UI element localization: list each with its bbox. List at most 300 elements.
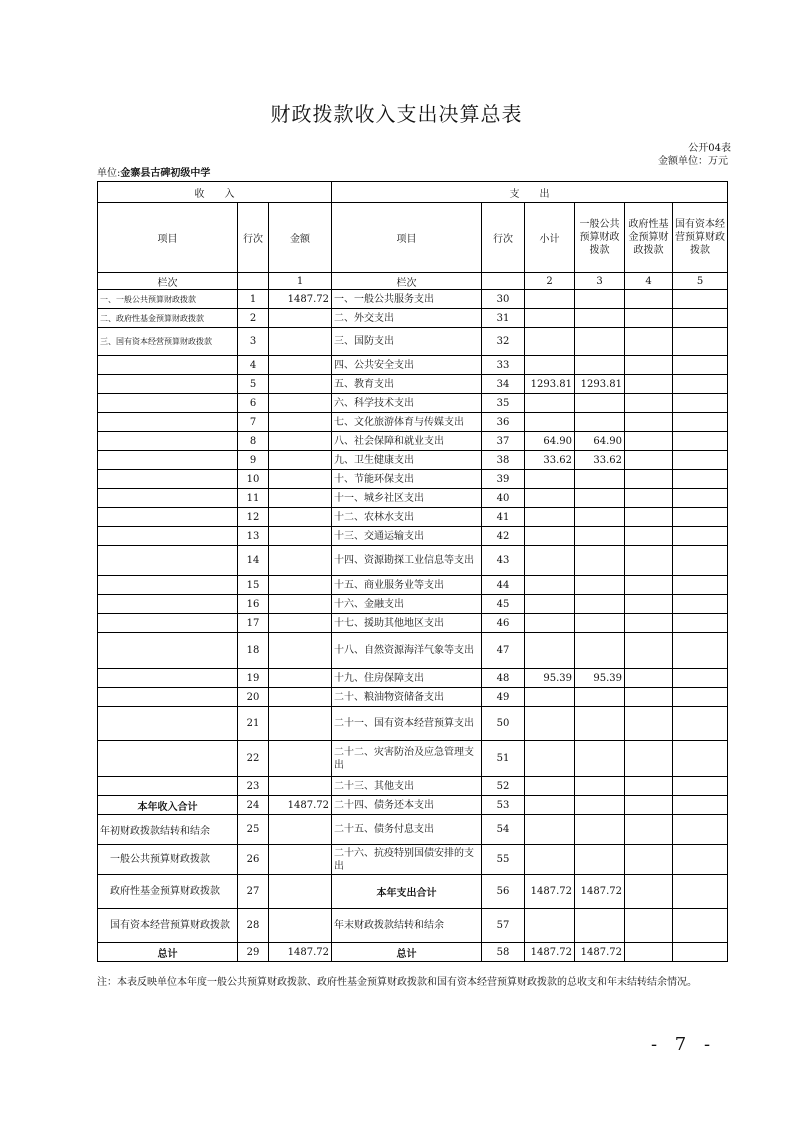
income-item: 本年收入合计: [98, 796, 238, 815]
table-row: [98, 943, 728, 962]
expense-line-no: 31: [482, 309, 525, 328]
expense-line-no: 48: [482, 669, 525, 688]
expense-subtotal: 95.39: [525, 669, 575, 688]
expense-item: 三、国防支出: [332, 328, 482, 356]
col-amount: 金额: [269, 203, 332, 273]
expense-state: [673, 413, 728, 432]
expense-general: 64.90: [575, 432, 625, 451]
form-number: 公开04表: [688, 143, 731, 154]
income-amount: [269, 470, 332, 489]
expense-subtotal: [525, 309, 575, 328]
income-line-no: 15: [238, 576, 269, 595]
expense-item: 十四、资源勘探工业信息等支出: [332, 546, 482, 576]
expense-fund: [625, 527, 673, 546]
organization-line: [97, 164, 210, 179]
income-line-no: 23: [238, 777, 269, 796]
expense-fund: [625, 741, 673, 777]
income-amount: [269, 815, 332, 845]
expense-line-no: 51: [482, 741, 525, 777]
income-item: [98, 707, 238, 741]
income-line-no: 24: [238, 796, 269, 815]
income-line-no: 27: [238, 875, 269, 909]
expense-state: [673, 328, 728, 356]
income-line-no: 6: [238, 394, 269, 413]
income-item: [98, 595, 238, 614]
expense-state: [673, 614, 728, 633]
expense-subtotal: [525, 576, 575, 595]
expense-state: [673, 688, 728, 707]
expense-subtotal: [525, 290, 575, 309]
income-item: 三、国有资本经营预算财政拨款: [98, 328, 238, 356]
expense-general: [575, 796, 625, 815]
income-amount: 1487.72: [269, 290, 332, 309]
expense-item: 十三、交通运输支出: [332, 527, 482, 546]
expense-fund: [625, 432, 673, 451]
expense-general: [575, 815, 625, 845]
income-line-no: 19: [238, 669, 269, 688]
table-row: [98, 633, 728, 669]
expense-subtotal: 33.62: [525, 451, 575, 470]
income-line-no: 18: [238, 633, 269, 669]
income-item: [98, 546, 238, 576]
col-number-4: 4: [625, 273, 673, 290]
income-item: [98, 375, 238, 394]
expense-fund: [625, 356, 673, 375]
expense-subtotal: [525, 328, 575, 356]
expense-general: [575, 595, 625, 614]
expense-subtotal: [525, 909, 575, 943]
expense-line-no: 36: [482, 413, 525, 432]
expense-general: [575, 290, 625, 309]
income-amount: [269, 875, 332, 909]
expense-state: [673, 546, 728, 576]
table-row: [98, 595, 728, 614]
table-row: [98, 777, 728, 796]
expense-line-no: 35: [482, 394, 525, 413]
expense-state: [673, 815, 728, 845]
expense-fund: [625, 707, 673, 741]
expense-item: 总计: [332, 943, 482, 962]
income-item: [98, 470, 238, 489]
expense-state: [673, 741, 728, 777]
income-amount: [269, 595, 332, 614]
table-row: [98, 688, 728, 707]
expense-item: 五、教育支出: [332, 375, 482, 394]
expense-fund: [625, 546, 673, 576]
income-amount: [269, 688, 332, 707]
income-amount: [269, 614, 332, 633]
expense-fund: [625, 845, 673, 875]
expense-state: [673, 943, 728, 962]
income-amount: [269, 741, 332, 777]
income-line-no: 25: [238, 815, 269, 845]
expense-item: 十、节能环保支出: [332, 470, 482, 489]
income-amount: [269, 309, 332, 328]
table-row: [98, 432, 728, 451]
table-row: [98, 413, 728, 432]
expense-state: [673, 777, 728, 796]
table-row: [98, 815, 728, 845]
income-line-no: 9: [238, 451, 269, 470]
expense-line-no: 46: [482, 614, 525, 633]
col-label-left: 栏次: [98, 273, 238, 290]
expense-general: [575, 707, 625, 741]
expense-general: 1293.81: [575, 375, 625, 394]
income-amount: [269, 576, 332, 595]
expense-line-no: 50: [482, 707, 525, 741]
income-amount: [269, 777, 332, 796]
income-item: [98, 394, 238, 413]
income-item: 一般公共预算财政拨款: [98, 845, 238, 875]
expense-line-no: 33: [482, 356, 525, 375]
col-expense-line: 行次: [482, 203, 525, 273]
expense-item: 十一、城乡社区支出: [332, 489, 482, 508]
income-line-no: 5: [238, 375, 269, 394]
expense-fund: [625, 669, 673, 688]
expense-item: 十二、农林水支出: [332, 508, 482, 527]
expense-subtotal: [525, 614, 575, 633]
expense-fund: [625, 633, 673, 669]
expense-item: 十八、自然资源海洋气象等支出: [332, 633, 482, 669]
expense-line-no: 57: [482, 909, 525, 943]
expense-general: [575, 614, 625, 633]
col-number-3: 3: [575, 273, 625, 290]
expense-state: [673, 633, 728, 669]
expense-line-no: 37: [482, 432, 525, 451]
expense-general: [575, 328, 625, 356]
income-line-no: 10: [238, 470, 269, 489]
expense-fund: [625, 470, 673, 489]
expense-item: 七、文化旅游体育与传媒支出: [332, 413, 482, 432]
expense-subtotal: [525, 707, 575, 741]
expense-line-no: 45: [482, 595, 525, 614]
col-number-1: 1: [269, 273, 332, 290]
expense-line-no: 39: [482, 470, 525, 489]
expense-item: 十九、住房保障支出: [332, 669, 482, 688]
expense-general: [575, 489, 625, 508]
income-item: [98, 527, 238, 546]
income-line-no: 12: [238, 508, 269, 527]
table-row: [98, 375, 728, 394]
expense-subtotal: [525, 688, 575, 707]
income-line-no: 22: [238, 741, 269, 777]
income-item: 一、一般公共预算财政拨款: [98, 290, 238, 309]
expense-line-no: 42: [482, 527, 525, 546]
section-header-row: [98, 182, 728, 203]
income-item: [98, 777, 238, 796]
expense-general: [575, 633, 625, 669]
income-amount: [269, 527, 332, 546]
income-amount: [269, 432, 332, 451]
expense-subtotal: [525, 546, 575, 576]
income-amount: [269, 909, 332, 943]
expense-general: [575, 470, 625, 489]
expense-subtotal: [525, 394, 575, 413]
col-number-2: 2: [525, 273, 575, 290]
amount-unit: 金额单位：万元: [658, 156, 728, 167]
page-number: - 7 -: [651, 1034, 717, 1055]
expense-state: [673, 394, 728, 413]
expense-line-no: 58: [482, 943, 525, 962]
income-item: [98, 669, 238, 688]
expense-general: [575, 777, 625, 796]
table-row: [98, 576, 728, 595]
expense-item: 二十二、灾害防治及应急管理支出: [332, 741, 482, 777]
expense-general: [575, 546, 625, 576]
expense-subtotal: 64.90: [525, 432, 575, 451]
expense-state: [673, 470, 728, 489]
expense-fund: [625, 614, 673, 633]
table-row: [98, 394, 728, 413]
col-number-5: 5: [673, 273, 728, 290]
expense-item: 二十、粮油物资储备支出: [332, 688, 482, 707]
expense-line-no: 49: [482, 688, 525, 707]
income-amount: 1487.72: [269, 796, 332, 815]
expense-fund: [625, 328, 673, 356]
income-amount: [269, 451, 332, 470]
col-state: 国有资本经营预算财政拨款: [673, 203, 728, 273]
expense-item: 十七、援助其他地区支出: [332, 614, 482, 633]
income-item: [98, 508, 238, 527]
expense-state: [673, 576, 728, 595]
expense-subtotal: [525, 845, 575, 875]
income-amount: [269, 356, 332, 375]
expense-line-no: 30: [482, 290, 525, 309]
expense-general: [575, 309, 625, 328]
expense-subtotal: [525, 356, 575, 375]
table-row: [98, 451, 728, 470]
column-header-row: [98, 203, 728, 273]
expense-item: 十六、金融支出: [332, 595, 482, 614]
expense-subtotal: [525, 527, 575, 546]
expense-state: [673, 432, 728, 451]
expense-item: 九、卫生健康支出: [332, 451, 482, 470]
expense-fund: [625, 451, 673, 470]
expense-item: 四、公共安全支出: [332, 356, 482, 375]
expense-general: [575, 576, 625, 595]
expense-item: 一、一般公共服务支出: [332, 290, 482, 309]
table-row: [98, 546, 728, 576]
expense-fund: [625, 394, 673, 413]
expense-state: [673, 595, 728, 614]
expense-line-no: 41: [482, 508, 525, 527]
expense-general: [575, 688, 625, 707]
expense-subtotal: [525, 413, 575, 432]
income-item: [98, 432, 238, 451]
expense-fund: [625, 309, 673, 328]
expense-general: 1487.72: [575, 943, 625, 962]
expense-fund: [625, 943, 673, 962]
expense-state: [673, 796, 728, 815]
income-amount: [269, 845, 332, 875]
expense-line-no: 47: [482, 633, 525, 669]
expense-general: [575, 527, 625, 546]
org-name: 金寨县古碑初级中学: [120, 168, 211, 179]
expense-item: 六、科学技术支出: [332, 394, 482, 413]
income-line-no: 16: [238, 595, 269, 614]
expense-item: 八、社会保障和就业支出: [332, 432, 482, 451]
expense-subtotal: [525, 796, 575, 815]
income-amount: [269, 669, 332, 688]
expense-fund: [625, 688, 673, 707]
col-fund: 政府性基金预算财政拨款: [625, 203, 673, 273]
income-item: [98, 451, 238, 470]
expense-line-no: 44: [482, 576, 525, 595]
expense-fund: [625, 796, 673, 815]
expense-line-no: 34: [482, 375, 525, 394]
income-line-no: 29: [238, 943, 269, 962]
expense-line-no: 38: [482, 451, 525, 470]
income-header: 收 入: [98, 182, 332, 203]
expense-general: [575, 741, 625, 777]
expense-subtotal: [525, 777, 575, 796]
expense-subtotal: [525, 595, 575, 614]
expense-subtotal: [525, 508, 575, 527]
income-amount: 1487.72: [269, 943, 332, 962]
expense-state: [673, 356, 728, 375]
expense-subtotal: [525, 470, 575, 489]
income-line-no: 11: [238, 489, 269, 508]
expense-line-no: 40: [482, 489, 525, 508]
income-line-no: 4: [238, 356, 269, 375]
table-row: [98, 290, 728, 309]
empty-cell: [482, 273, 525, 290]
table-row: [98, 707, 728, 741]
page-title: 财政拨款收入支出决算总表: [270, 102, 523, 126]
empty-cell: [238, 273, 269, 290]
income-line-no: 13: [238, 527, 269, 546]
col-income-line: 行次: [238, 203, 269, 273]
income-line-no: 28: [238, 909, 269, 943]
table-row: [98, 328, 728, 356]
expense-item: 年末财政拨款结转和结余: [332, 909, 482, 943]
income-amount: [269, 413, 332, 432]
income-item: [98, 576, 238, 595]
income-item: 二、政府性基金预算财政拨款: [98, 309, 238, 328]
col-general: 一般公共预算财政拨款: [575, 203, 625, 273]
expense-state: [673, 909, 728, 943]
column-number-row: [98, 273, 728, 290]
expense-general: [575, 845, 625, 875]
income-amount: [269, 328, 332, 356]
income-amount: [269, 633, 332, 669]
income-item: [98, 633, 238, 669]
col-subtotal: 小计: [525, 203, 575, 273]
income-line-no: 26: [238, 845, 269, 875]
expense-line-no: 56: [482, 875, 525, 909]
table-row: [98, 875, 728, 909]
expense-item: 二、外交支出: [332, 309, 482, 328]
income-line-no: 1: [238, 290, 269, 309]
expense-state: [673, 707, 728, 741]
expense-line-no: 53: [482, 796, 525, 815]
expense-line-no: 54: [482, 815, 525, 845]
budget-table: [97, 181, 728, 962]
expense-general: [575, 356, 625, 375]
income-item: [98, 356, 238, 375]
expense-subtotal: 1293.81: [525, 375, 575, 394]
expense-item: 十五、商业服务业等支出: [332, 576, 482, 595]
income-line-no: 17: [238, 614, 269, 633]
col-income-item: 项目: [98, 203, 238, 273]
expense-general: [575, 413, 625, 432]
income-item: 年初财政拨款结转和结余: [98, 815, 238, 845]
expense-subtotal: [525, 815, 575, 845]
expense-line-no: 43: [482, 546, 525, 576]
expense-item: 本年支出合计: [332, 875, 482, 909]
table-row: [98, 527, 728, 546]
expense-state: [673, 290, 728, 309]
col-expense-item: 项目: [332, 203, 482, 273]
table-row: [98, 309, 728, 328]
income-line-no: 2: [238, 309, 269, 328]
income-item: 总计: [98, 943, 238, 962]
expense-fund: [625, 595, 673, 614]
expense-state: [673, 489, 728, 508]
income-item: [98, 614, 238, 633]
income-line-no: 8: [238, 432, 269, 451]
income-item: [98, 489, 238, 508]
expense-general: 95.39: [575, 669, 625, 688]
expense-subtotal: 1487.72: [525, 943, 575, 962]
income-amount: [269, 707, 332, 741]
expense-fund: [625, 909, 673, 943]
income-item: 政府性基金预算财政拨款: [98, 875, 238, 909]
expense-header: 支 出: [332, 182, 728, 203]
table-row: [98, 614, 728, 633]
expense-fund: [625, 777, 673, 796]
income-item: [98, 741, 238, 777]
expense-state: [673, 669, 728, 688]
expense-item: 二十五、债务付息支出: [332, 815, 482, 845]
expense-general: 33.62: [575, 451, 625, 470]
income-amount: [269, 546, 332, 576]
expense-item: 二十一、国有资本经营预算支出: [332, 707, 482, 741]
income-line-no: 7: [238, 413, 269, 432]
expense-subtotal: [525, 633, 575, 669]
expense-general: 1487.72: [575, 875, 625, 909]
footnote: 注：本表反映单位本年度一般公共预算财政拨款、政府性基金预算财政拨款和国有资本经营预算财政拨款的总收支和年末结转结余情况。: [97, 977, 697, 988]
expense-item: 二十三、其他支出: [332, 777, 482, 796]
income-amount: [269, 375, 332, 394]
expense-state: [673, 875, 728, 909]
table-row: [98, 508, 728, 527]
expense-fund: [625, 815, 673, 845]
expense-fund: [625, 413, 673, 432]
table-row: [98, 796, 728, 815]
income-item: [98, 413, 238, 432]
expense-state: [673, 527, 728, 546]
table-row: [98, 356, 728, 375]
expense-general: [575, 394, 625, 413]
expense-general: [575, 909, 625, 943]
col-label-right: 栏次: [332, 273, 482, 290]
expense-state: [673, 508, 728, 527]
income-line-no: 3: [238, 328, 269, 356]
expense-general: [575, 508, 625, 527]
expense-line-no: 52: [482, 777, 525, 796]
expense-fund: [625, 508, 673, 527]
income-item: 国有资本经营预算财政拨款: [98, 909, 238, 943]
expense-fund: [625, 489, 673, 508]
income-amount: [269, 489, 332, 508]
expense-line-no: 55: [482, 845, 525, 875]
income-line-no: 21: [238, 707, 269, 741]
expense-state: [673, 309, 728, 328]
expense-fund: [625, 290, 673, 309]
org-prefix: 单位:: [97, 168, 121, 179]
income-amount: [269, 508, 332, 527]
